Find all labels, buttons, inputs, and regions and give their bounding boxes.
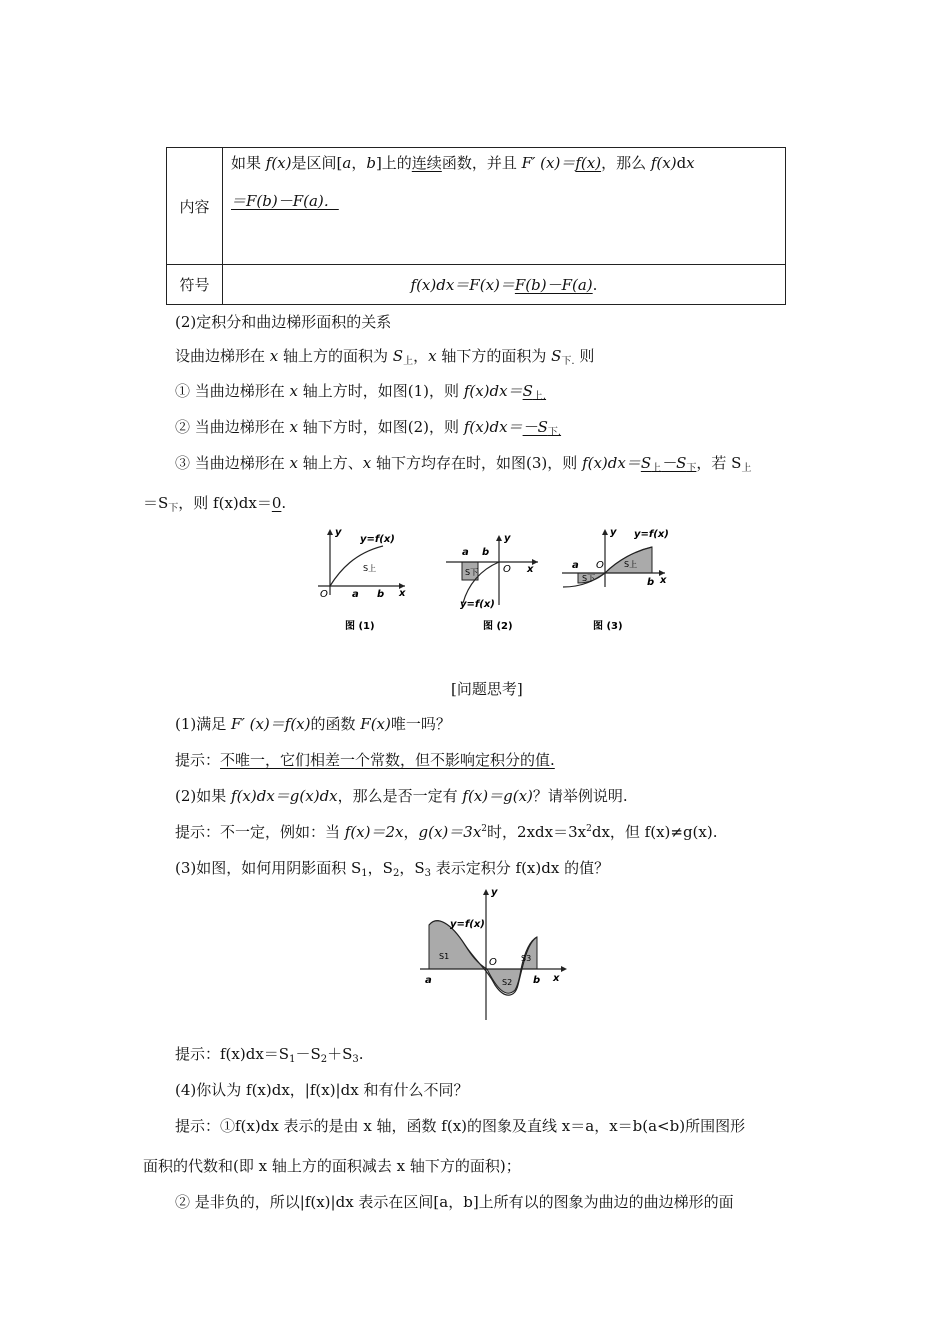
- definition-table: [166, 147, 786, 305]
- fig2-a: a: [462, 547, 469, 558]
- fig3-region-up-label: S上: [624, 560, 638, 569]
- fig4-b: b: [533, 975, 541, 986]
- row-content-label: 内容: [167, 148, 223, 265]
- fig2-origin: O: [503, 564, 511, 575]
- fig4-curve-label: y=f(x): [450, 919, 485, 930]
- fig1-caption: 图 (1): [345, 621, 375, 632]
- fig3-region-down-label: S下: [582, 574, 596, 583]
- fig2-b: b: [482, 547, 490, 558]
- answer-4-line-1: 提示：①f(x)dx 表示的是由 x 轴，函数 f(x)的图象及直线 x＝a，x＝b(a<b)所围图形: [175, 1117, 746, 1135]
- case-1: ① 当曲边梯形在 x 轴上方时，如图(1)，则 $f(x)dx=S_{上.}$: [175, 382, 547, 402]
- fig4-x: x: [553, 973, 560, 984]
- case-2: ② 当曲边梯形在 x 轴下方时，如图(2)，则 $f(x)dx=-S_{下.}$: [175, 418, 562, 438]
- fig3-caption: 图 (3): [593, 621, 623, 632]
- answer-4-line-3: ② 是非负的，所以|f(x)|dx 表示在区间[a，b]上所有以的图象为曲边的曲边梯形的面: [175, 1193, 734, 1211]
- fig3-x: x: [660, 575, 667, 586]
- figure-1: [318, 525, 406, 632]
- fig1-a: a: [352, 589, 359, 600]
- fig4-s1-label: S1: [439, 952, 450, 961]
- figure-2: [446, 533, 538, 632]
- fig2-x: x: [527, 564, 534, 575]
- answer-3: 提示：$f(x)dx=S_1-S_2+S_3$.: [175, 1045, 364, 1065]
- case-3-line-2: $=S_下$，则 f(x)dx＝0.: [143, 494, 287, 514]
- content-line-2: ＝F(b)－F(a)．: [231, 192, 339, 210]
- fig4-s3-label: S3: [521, 954, 532, 963]
- fig3-y-label: y: [610, 527, 617, 538]
- row-content-body: [223, 148, 786, 265]
- question-1: (1)满足 F′ (x)＝f(x)的函数 F(x)唯一吗？: [175, 715, 451, 733]
- fig3-a: a: [572, 560, 579, 571]
- fig3-origin: O: [596, 560, 604, 571]
- fig1-curve-label: y=f(x): [360, 534, 395, 545]
- figures-1-3: [300, 525, 680, 640]
- fig1-origin: O: [320, 589, 328, 600]
- content-line-1: 如果 f(x)是区间[a，b]上的连续函数，并且 F′ (x)＝f(x)，那么 f(x)dx: [231, 154, 695, 172]
- fig4-a: a: [425, 975, 432, 986]
- fig4-s2-label: S2: [502, 978, 513, 987]
- section-2-title: (2)定积分和曲边梯形面积的关系: [175, 313, 392, 331]
- fig4-y-label: y: [491, 887, 498, 898]
- continuous-term: 连续: [411, 154, 442, 172]
- fig1-region-label: S上: [363, 564, 377, 573]
- fig3-curve-label: y=f(x): [634, 529, 669, 540]
- answer-4-line-2: 面积的代数和(即 x 轴上方的面积减去 x 轴下方的面积)；: [143, 1157, 521, 1175]
- fig2-region-label: S下: [465, 568, 479, 577]
- fig1-b: b: [377, 589, 385, 600]
- fig1-x: x: [399, 588, 406, 599]
- case-3-line-1: ③ 当曲边梯形在 x 轴上方、x 轴下方均存在时，如图(3)，则 $f(x)dx=S_上-S_下$，若 $S_上$: [175, 454, 752, 474]
- figure-3: [562, 527, 669, 632]
- figure-4: [415, 885, 575, 1025]
- fig2-curve-label: y=f(x): [460, 599, 495, 610]
- question-2: (2)如果 f(x)dx＝g(x)dx，那么是否一定有 f(x)＝g(x)？请举例说明.: [175, 787, 628, 805]
- fig4-origin: O: [489, 957, 497, 968]
- fig2-caption: 图 (2): [483, 621, 513, 632]
- question-3: (3)如图，如何用阴影面积 $S_1$，$S_2$，$S_3$ 表示定积分 f(x)dx 的值？: [175, 859, 610, 879]
- row-symbol-label: 符号: [167, 265, 223, 305]
- fig3-b: b: [647, 577, 655, 588]
- intro-line: 设曲边梯形在 x 轴上方的面积为 $S_上$，x 轴下方的面积为 $S_{下.}$ 则: [175, 347, 595, 367]
- fig2-y-label: y: [504, 533, 511, 544]
- row-symbol-body: f(x)dx＝F(x)＝F(b)－F(a).: [223, 265, 786, 305]
- question-4: (4)你认为 f(x)dx，|f(x)|dx 和有什么不同？: [175, 1081, 469, 1099]
- answer-1: 提示：不唯一，它们相差一个常数，但不影响定积分的值.: [175, 751, 555, 769]
- fig1-y-label: y: [335, 527, 342, 538]
- think-title: [问题思考]: [451, 680, 523, 698]
- answer-2: 提示：不一定，例如：当 f(x)＝2x，$g(x)=3x^2$时，$2xdx=3x^2dx$，但 f(x)≠g(x).: [175, 823, 718, 841]
